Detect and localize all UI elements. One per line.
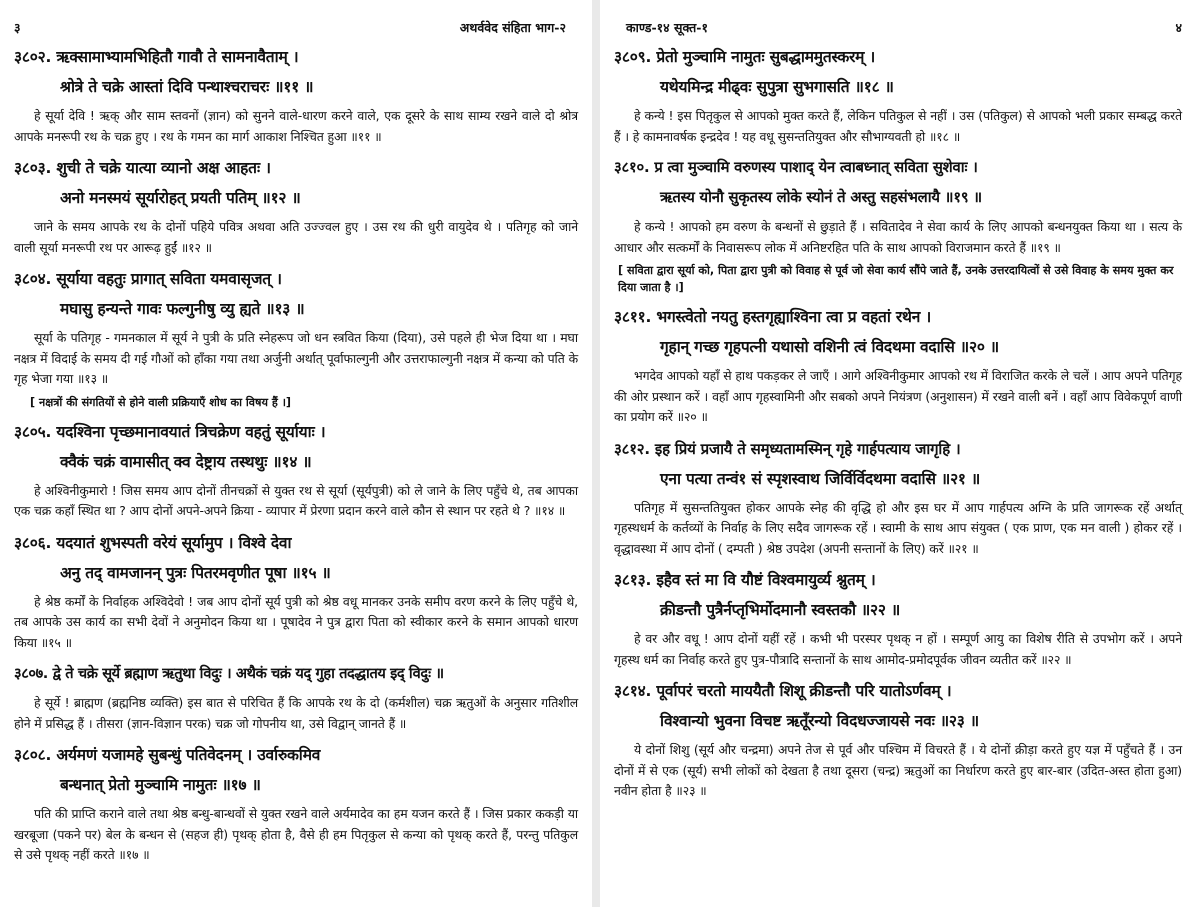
verse-line: ३८०५. यदश्विना पृच्छमानावयातं त्रिचक्रेण वहतुं सूर्यायाः । [14, 422, 326, 441]
verse-line: यथेयमिन्द्र मीढ्वः सुपुत्रा सुभगासति ॥१८ ॥ [660, 78, 894, 96]
right-page [600, 0, 1200, 907]
verse-3810 [614, 153, 1182, 296]
translation: पतिगृह में सुसन्ततियुक्त होकर आपके स्नेह की वृद्धि हो और इस घर में आप गार्हपत्य अग्नि के प्रति जागरूक रहें अर्थात् गृहस्थधर्म के कर्तव्यों के निर्वाह के लिए सदैव जागरूक रहें । स्वामी के साथ आप संयुक्त ( एक प्राण, एक मन वाली ) होकर रहें । वृद्धावस्था में आप दोनों ( दम्पती ) श्रेष्ठ उपदेश (अपनी सन्तानों के लिए) करें ॥२१ ॥ [614, 499, 1182, 556]
verse-line: ३८०७. द्वे ते चक्रे सूर्ये ब्रह्माण ऋतुथा विदुः । अथैकं चक्रं यद् गुहा तदद्धातय इद् विदुः ॥ [14, 665, 444, 682]
verse-line: श्रोत्रे ते चक्रे आस्तां दिवि पन्थाश्चराचरः ॥११ ॥ [60, 78, 314, 96]
verse-3809 [614, 42, 1182, 147]
translation: जाने के समय आपके रथ के दोनों पहिये पवित्र अथवा अति उज्ज्वल हुए । उस रथ की धुरी वायुदेव थे । पतिगृह को जाने वाली सूर्या मनरूपी रथ पर आरूढ़ हुईं ॥१२ ॥ [14, 219, 578, 255]
verse-3807 [14, 659, 578, 734]
translation: हे अश्विनीकुमारो ! जिस समय आप दोनों तीनचक्रों से युक्त रथ से सूर्या (सूर्यपुत्री) को ले जाने के लिए पहुँचे थे, तब आपका एक चक्र कहाँ स्थित था ? आप दोनों अपने-अपने क्रिया - व्यापार में प्रेरणा प्रदान करने वाले कौन से स्थान पर रहते थे ? ॥१४ ॥ [14, 482, 578, 518]
page-number: ३ [14, 20, 21, 35]
translation: ये दोनों शिशु (सूर्य और चन्द्रमा) अपने तेज से पूर्व और पश्चिम में विचरते हैं । ये दोनों क्रीड़ा करते हुए यज्ञ में पहुँचते हैं । उन दोनों में से एक (सूर्य) सभी लोकों को देखता है तथा दूसरा (चन्द्र) ऋतुओं का निर्धारण करते हुए बार-बार (उदित-अस्त होता हुआ) नवीन होता है ॥२३ ॥ [614, 742, 1182, 798]
running-title: अथर्ववेद संहिता भाग-२ [459, 20, 566, 35]
verse-line: ३८१४. पूर्वापरं चरतो माययैतौ शिशू क्रीडन्तौ परि यातोऽर्णवम् । [614, 682, 952, 700]
verse-line: गृहान् गच्छ गृहपत्नी यथासो वशिनी त्वं विदथमा वदासि ॥२० ॥ [660, 338, 999, 356]
verse-line: ३८०४. सूर्याया वहतुः प्रागात् सविता यमवासृजत् । [14, 270, 282, 288]
verse-line: ३८०९. प्रेतो मुञ्चामि नामुतः सुबद्धाममुतस्करम् । [614, 48, 876, 66]
running-title: काण्ड-१४ सूक्त-१ [626, 20, 708, 35]
translation: हे सूर्या देवि ! ऋक् और साम स्तवनों (ज्ञान) को सुनने वाले-धारण करने वाले, एक दूसरे के साथ साम्य रखने वाले दो श्रोत्र आपके मनरूपी रथ के चक्र हुए । रथ के गमन का मार्ग आकाश निश्चित हुआ ॥११ ॥ [14, 108, 578, 144]
verse-line: क्रीडन्तौ पुत्रैर्नप्तृभिर्मोदमानौ स्वस्तकौ ॥२२ ॥ [660, 601, 901, 619]
verse-line: ३८१०. प्र त्वा मुञ्चामि वरुणस्य पाशाद् येन त्वाबध्नात् सविता सुशेवाः । [614, 159, 978, 176]
page-number: ४ [1175, 20, 1182, 35]
translation: हे वर और वधू ! आप दोनों यहीं रहें । कभी भी परस्पर पृथक् न हों । सम्पूर्ण आयु का विशेष रीति से उपभोग करें । अपने गृहस्थ धर्म का निर्वाह करते हुए पुत्र-पौत्रादि सन्तानों के साथ आमोद-प्रमोदपूर्वक जीवन व्यतीत करें ॥२२ ॥ [614, 631, 1182, 667]
left-page [0, 0, 592, 907]
verse-line: ३८१३. इहैव स्तं मा वि यौष्टं विश्वमायुर्व्य श्नुतम् । [614, 571, 876, 589]
verse-3808 [14, 740, 578, 866]
verse-line: ३८०८. अर्यमणं यजामहे सुबन्धुं पतिवेदनम् । उर्वारुकमिव [14, 746, 321, 764]
verse-line: अनो मनस्मयं सूर्यारोहत् प्रयती पतिम् ॥१२ ॥ [60, 189, 301, 207]
verse-line: क्वैकं चक्रं वामासीत् क्व देष्ट्राय तस्थथुः ॥१४ ॥ [60, 452, 312, 471]
verse-line: एना पत्या तन्वं१ सं स्पृशस्वाथ जिर्विर्विदथमा वदासि ॥२१ ॥ [660, 469, 981, 488]
verse-line: ३८०३. शुची ते चक्रे यात्या व्यानो अक्ष आहतः । [14, 159, 271, 177]
verse-3814 [614, 676, 1182, 802]
translation: भगदेव आपको यहाँ से हाथ पकड़कर ले जाएँ । आगे अश्विनीकुमार आपको रथ में विराजित करके ले चलें । आप अपने पतिगृह की ओर प्रस्थान करें । वहाँ आप गृहस्वामिनी और सबको अपने नियंत्रण (अनुशासन) में रखने वाली बनें । वहाँ आप विवेकपूर्ण वाणी का प्रयोग करें ॥२० ॥ [614, 368, 1182, 424]
verse-line: बन्धनात् प्रेतो मुञ्चामि नामुतः ॥१७ ॥ [60, 776, 261, 794]
footnote: [ नक्षत्रों की संगतियों से होने वाली प्रक्रियाएँ शोध का विषय हैं ।] [30, 395, 292, 409]
translation: पति की प्राप्ति कराने वाले तथा श्रेष्ठ बन्धु-बान्धवों से युक्त रखने वाले अर्यमादेव का हम यजन करते हैं । जिस प्रकार ककड़ी या खरबूजा (पकने पर) बेल के बन्धन से (सहज ही) पृथक् होता है, वैसे ही हम पितृकुल से कन्या को पृथक् करते हैं, परन्तु पतिकुल से उसे पृथक् नहीं करते ॥१७ ॥ [14, 806, 578, 862]
translation: हे कन्ये ! इस पितृकुल से आपको मुक्त करते हैं, लेकिन पतिकुल से नहीं । उस (पतिकुल) से आपको भली प्रकार सम्बद्ध करते हैं । हे कामनावर्षक इन्द्रदेव ! यह वधू सुसन्ततियुक्त और सौभाग्यवती हो ॥१८ ॥ [614, 108, 1182, 144]
running-head-left [14, 14, 578, 42]
verse-line: मघासु हन्यन्ते गावः फल्गुनीषु व्यु ह्यते ॥१३ ॥ [60, 300, 305, 318]
book-gutter [592, 0, 600, 907]
verse-3805 [14, 417, 578, 522]
verse-line: ३८११. भगस्त्वेतो नयतु हस्तगृह्याश्विना त्वा प्र वहतां रथेन । [614, 308, 932, 326]
translation: हे श्रेष्ठ कर्मों के निर्वाहक अश्विदेवो ! जब आप दोनों सूर्य पुत्री को श्रेष्ठ वधू मानकर उनके समीप वरण करने के लिए पहुँचे थे, तब आपके उस कार्य का सभी देवों ने अनुमोदन किया था । पूषादेव ने पुत्र द्वारा पिता को स्वीकार करने के समान आपको धारण किया ॥१५ ॥ [14, 593, 578, 650]
verse-line: ऋतस्य योनौ सुकृतस्य लोके स्योनं ते अस्तु सहसंभलायै ॥१९ ॥ [660, 189, 982, 206]
verse-3811 [614, 302, 1182, 428]
translation: हे सूर्ये ! ब्राह्मण (ब्रह्मनिष्ठ व्यक्ति) इस बात से परिचित हैं कि आपके रथ के दो (कर्मशील) चक्र ऋतुओं के अनुसार गतिशील होने में प्रसिद्ध हैं । तीसरा (ज्ञान-विज्ञान परक) चक्र जो गोपनीय था, उसे विद्वान् जानते हैं ॥ [14, 695, 578, 731]
verse-line: ३८०६. यदयातं शुभस्पती वरेयं सूर्यामुप । विश्वे देवा [14, 533, 292, 552]
verse-3804 [14, 264, 578, 411]
verse-line: अनु तद् वामजानन् पुत्रः पितरमवृणीत पूषा ॥१५ ॥ [60, 563, 331, 582]
verse-3806 [14, 528, 578, 654]
translation: हे कन्ये ! आपको हम वरुण के बन्धनों से छुड़ाते हैं । सवितादेव ने सेवा कार्य के लिए आपको बन्धनयुक्त किया था । सत्य के आधार और सत्कर्मों के निवासरूप लोक में अनिष्टरहित पति के साथ आपको विराजमान करते हैं ॥१९ ॥ [614, 219, 1182, 255]
verse-line: ३८१२. इह प्रियं प्रजायै ते समृध्यतामस्मिन् गृहे गार्हपत्याय जागृहि । [614, 439, 961, 458]
verse-3803 [14, 153, 578, 258]
verse-line: ३८०२. ऋक्सामाभ्यामभिहितौ गावौ ते सामनावैताम् । [14, 48, 299, 66]
verse-3813 [614, 565, 1182, 670]
translation: सूर्या के पतिगृह - गमनकाल में सूर्य ने पुत्री के प्रति स्नेहरूप जो धन स्त्रवित किया (दिया), उसे पहले ही भेज दिया था । मघा नक्षत्र में विदाई के समय दी गई गौओं को हाँका गया तथा अर्जुनी अर्थात् पूर्वाफाल्गुनी और उत्तराफाल्गुनी नक्षत्र में कन्या को पति के गृह भेजा गया ॥१३ ॥ [14, 330, 578, 386]
running-head-right [614, 14, 1182, 42]
verse-3812 [614, 434, 1182, 560]
verse-line: विश्वान्यो भुवना विचष्ट ऋतूँरन्यो विदधज्जायसे नवः ॥२३ ॥ [660, 712, 979, 730]
verse-3802 [14, 42, 578, 147]
footnote: [ सविता द्वारा सूर्या को, पिता द्वारा पुत्री को विवाह से पूर्व जो सेवा कार्य सौंपे जाते हैं, उनके उत्तरदायित्वों से उसे विवाह के समय मुक्त कर दिया जाता है ।] [618, 264, 1174, 294]
